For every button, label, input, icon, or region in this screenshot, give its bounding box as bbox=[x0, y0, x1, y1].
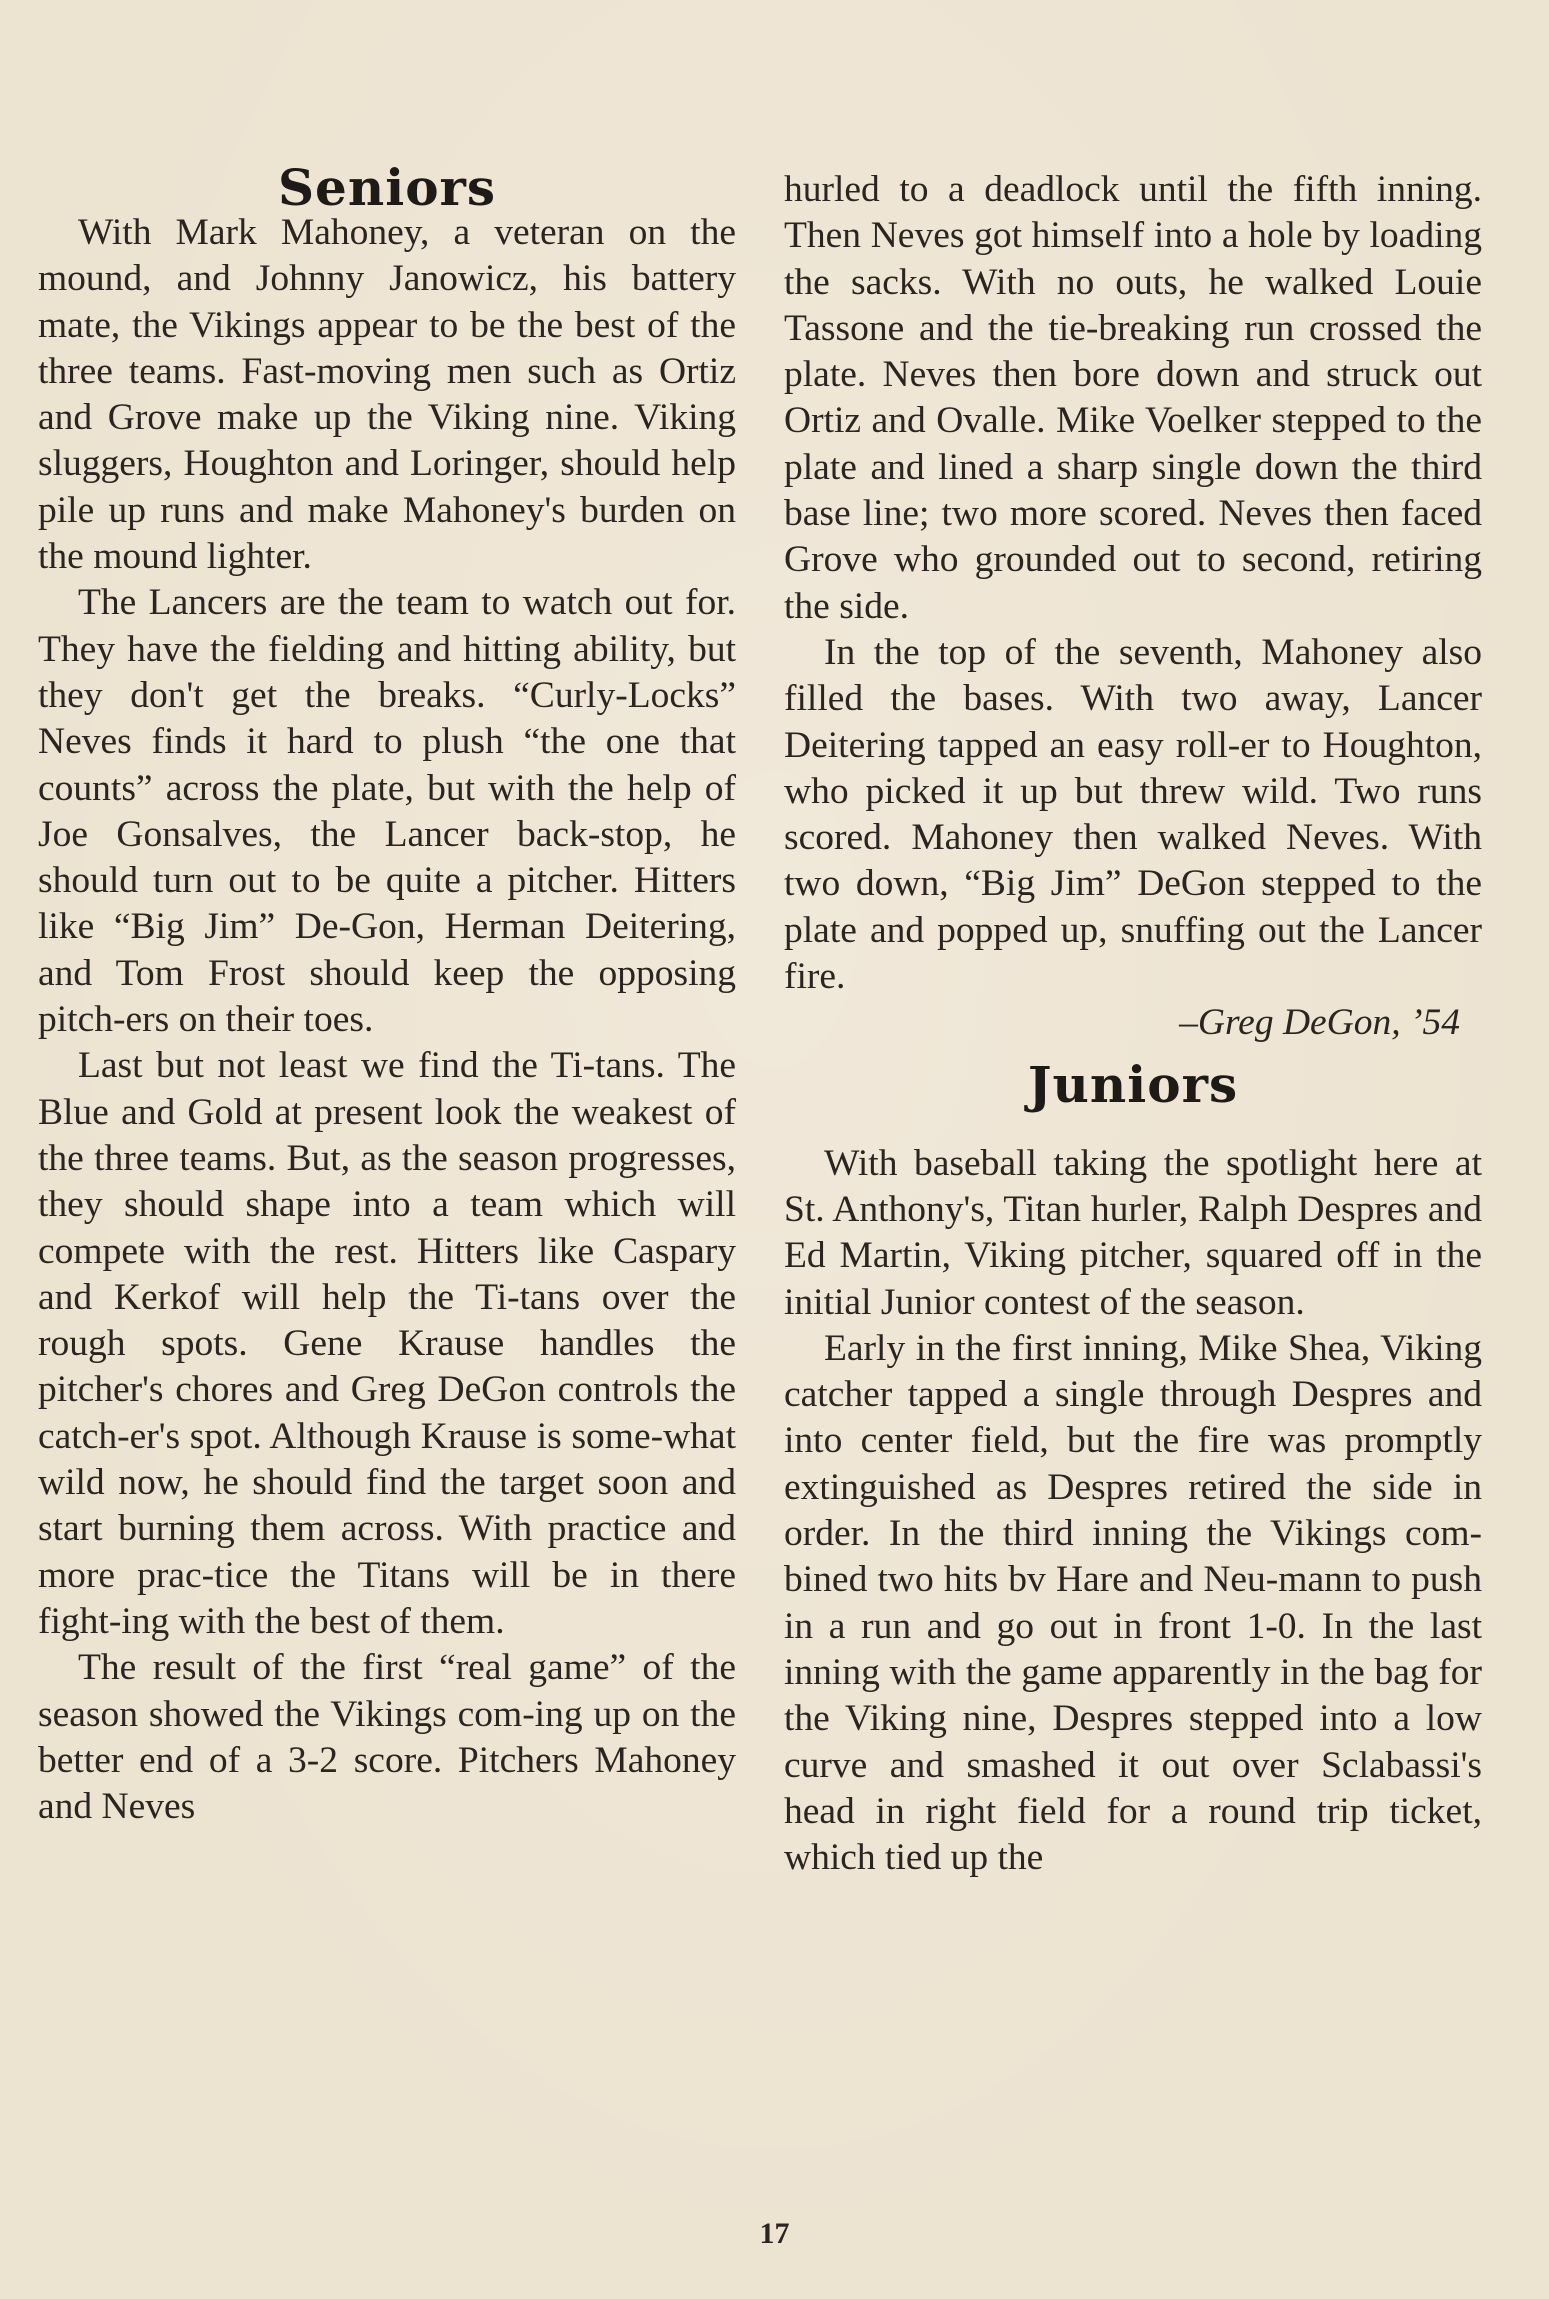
left-column bbox=[38, 160, 736, 1830]
seniors-paragraph-4: The result of the first “real game” of the season showed the Vikings com-ing up on the better end of a 3-2 score. Pitchers Mahoney and Neves bbox=[38, 1647, 736, 1828]
seniors-paragraph-2: The Lancers are the team to watch out for. They have the fielding and hitting ability, but they don't get the breaks. “Curly-Locks” Neves finds it hard to plush “the one that counts” across the plate, but with the help of Joe Gonsalves, the Lancer back-stop, he should turn out to be quite a pitcher. Hitters like “Big Jim” De-Gon, Herman Deitering, and Tom Frost should keep the opposing pitch-ers on their toes. bbox=[38, 582, 736, 1041]
page-number: 17 bbox=[759, 2217, 790, 2250]
seniors-paragraph-5: In the top of the seventh, Mahoney also filled the bases. With two away, Lancer Deitering tapped an easy roll-er to Houghton, who picked it up but threw wild. Two runs scored. Mahoney then walked Neves. With two down, “Big Jim” DeGon stepped to the plate and popped up, snuffing out the Lancer fire. bbox=[784, 631, 1482, 998]
seniors-paragraph-1: With Mark Mahoney, a veteran on the mound, and Johnny Janowicz, his battery mate, the Vikings appear to be the best of the three teams. Fast-moving men such as Ortiz and Grove make up the Viking nine. Viking sluggers, Houghton and Loringer, should help pile up runs and make Mahoney's burden on the mound lighter. bbox=[38, 212, 736, 578]
juniors-paragraph-2: Early in the first inning, Mike Shea, Viking catcher tapped a single through Despres and into center field, but the fire was promptly extinguished as Despres retired the side in order. In the third inning the Vikings com-bined two hits bv Hare and Neu-mann to push in a run and go out in front 1-0. In the last inning with the game apparently in the bag for the Viking nine, Despres stepped into a low curve and smashed it out over Sclabassi's head in right field for a round trip ticket, which tied up the bbox=[784, 1327, 1482, 1879]
juniors-paragraph-1: With baseball taking the spotlight here at St. Anthony's, Titan hurler, Ralph Despres and Ed Martin, Viking pitcher, squared off in the initial Junior contest of the season. bbox=[784, 1142, 1482, 1323]
juniors-heading: Juniors bbox=[1027, 1054, 1239, 1114]
seniors-continued-paragraph: hurled to a deadlock until the fifth inning. Then Neves got himself into a hole by loading the sacks. With no outs, he walked Louie Tassone and the tie-breaking run crossed the plate. Neves then bore down and struck out Ortiz and Ovalle. Mike Voelker stepped to the plate and lined a sharp single down the third base line; two more scored. Neves then faced Grove who grounded out to second, retiring the side. bbox=[784, 169, 1482, 627]
author-signature: –Greg DeGon, ’54 bbox=[1179, 1002, 1460, 1044]
seniors-paragraph-3: Last but not least we find the Ti-tans. The Blue and Gold at present look the weakest of the three teams. But, as the season progresses, they should shape into a team which will compete with the rest. Hitters like Caspary and Kerkof will help the Ti-tans over the rough spots. Gene Krause handles the pitcher's chores and Greg DeGon controls the catch-er's spot. Although Krause is some-what wild now, he should find the target soon and start burning them across. With practice and more prac-tice the Titans will be in there fight-ing with the best of them. bbox=[38, 1045, 736, 1642]
seniors-heading: Seniors bbox=[277, 158, 497, 217]
right-column bbox=[784, 167, 1482, 1881]
